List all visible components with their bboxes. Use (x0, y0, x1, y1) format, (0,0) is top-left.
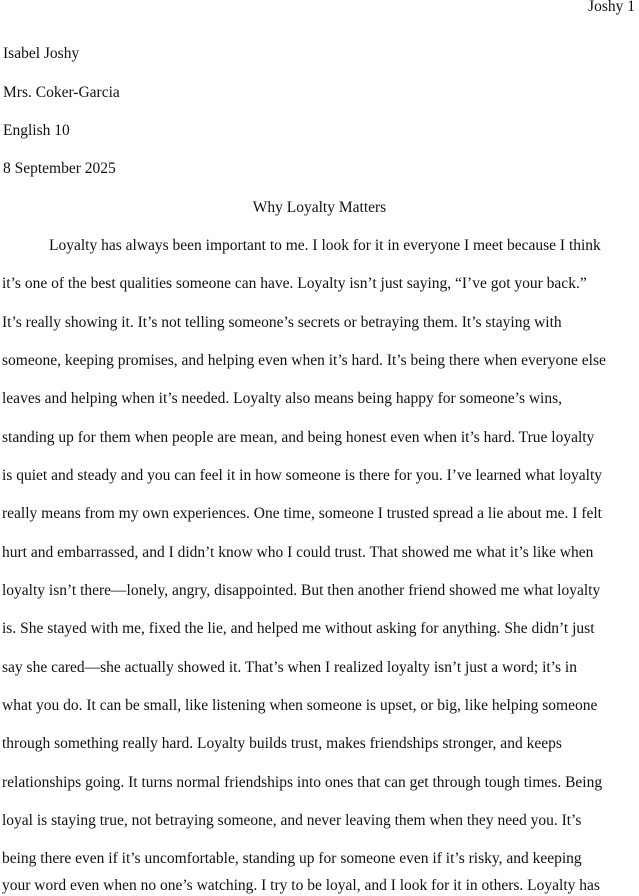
essay-title: Why Loyalty Matters (252, 199, 387, 216)
heading-date: 8 September 2025 (3, 160, 116, 177)
body-line: really means from my own experiences. One time, someone I trusted spread a lie about me. I felt (2, 505, 602, 522)
body-line: what you do. It can be small, like listening when someone is upset, or big, like helping someone (2, 697, 598, 714)
body-line: through something really hard. Loyalty builds trust, makes friendships stronger, and keeps (2, 735, 562, 752)
body-line: relationships going. It turns normal friendships into ones that can get through tough times. Being (2, 774, 603, 791)
body-line: say she cared—she actually showed it. That’s when I realized loyalty isn’t just a word; it’s in (2, 659, 577, 676)
body-line: It’s really showing it. It’s not telling someone’s secrets or betraying them. It’s staying with (2, 314, 562, 331)
body-line: hurt and embarrassed, and I didn’t know who I could trust. That showed me what it’s like when (2, 544, 594, 561)
body-line: someone, keeping promises, and helping even when it’s hard. It’s being there when everyone else (2, 352, 606, 369)
body-line: loyal is staying true, not betraying someone, and never leaving them when they need you. It’s (2, 812, 582, 829)
body-line: being there even if it’s uncomfortable, standing up for someone even if it’s risky, and keeping (2, 850, 582, 867)
running-head-page-number: Joshy 1 (588, 0, 635, 15)
body-line: is. She stayed with me, fixed the lie, and helped me without asking for anything. She didn’t just (2, 620, 595, 637)
heading-teacher-name: Mrs. Coker-Garcia (3, 84, 120, 101)
body-line: it’s one of the best qualities someone can have. Loyalty isn’t just saying, “I’ve got your back.” (2, 275, 587, 292)
body-line: Loyalty has always been important to me. I look for it in everyone I meet because I think (49, 237, 601, 254)
heading-student-name: Isabel Joshy (3, 45, 80, 62)
body-line: standing up for them when people are mean, and being honest even when it’s hard. True loyalty (2, 429, 595, 446)
body-line: leaves and helping when it’s needed. Loyalty also means being happy for someone’s wins, (2, 390, 563, 407)
body-line: your word even when no one’s watching. I try to be loyal, and I look for it in others. Loyalty has (2, 877, 600, 894)
heading-course: English 10 (3, 122, 70, 139)
body-line: is quiet and steady and you can feel it in how someone is there for you. I’ve learned what loyalty (2, 467, 603, 484)
body-line: loyalty isn’t there—lonely, angry, disappointed. But then another friend showed me what loyalty (2, 582, 601, 599)
